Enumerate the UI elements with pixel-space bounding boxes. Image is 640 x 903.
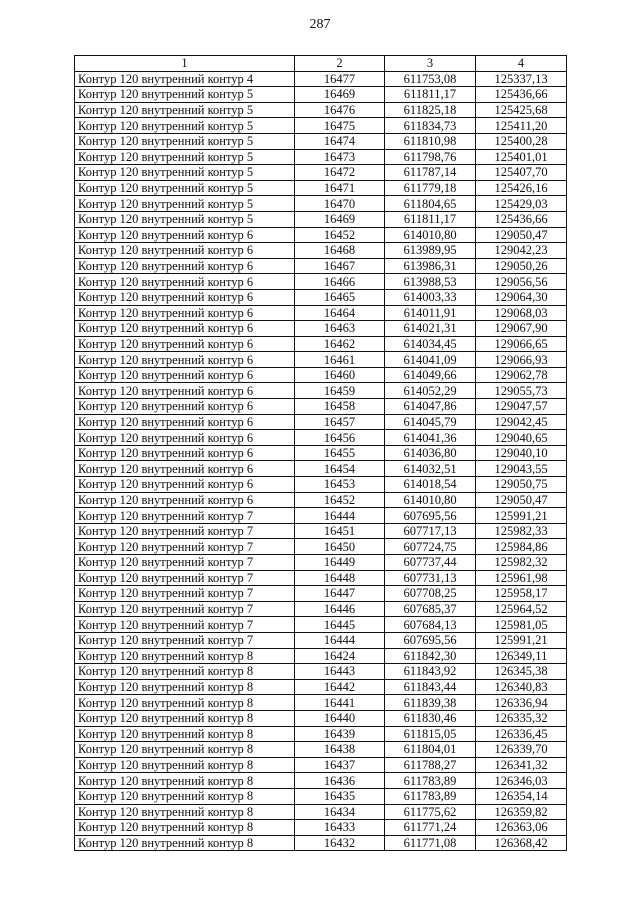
contour-name-cell: Контур 120 внутренний контур 6 xyxy=(75,305,295,321)
contour-name-cell: Контур 120 внутренний контур 6 xyxy=(75,383,295,399)
point-number-cell: 16433 xyxy=(295,820,385,836)
contour-name-cell: Контур 120 внутренний контур 5 xyxy=(75,165,295,181)
contour-name-cell: Контур 120 внутренний контур 7 xyxy=(75,617,295,633)
table-row xyxy=(75,570,567,586)
point-number-cell: 16434 xyxy=(295,804,385,820)
x-coordinate-cell: 611798,76 xyxy=(385,149,476,165)
x-coordinate-cell: 614034,45 xyxy=(385,336,476,352)
table-row xyxy=(75,617,567,633)
contour-name-cell: Контур 120 внутренний контур 5 xyxy=(75,149,295,165)
x-coordinate-cell: 607684,13 xyxy=(385,617,476,633)
contour-name-cell: Контур 120 внутренний контур 8 xyxy=(75,835,295,851)
y-coordinate-cell: 126339,70 xyxy=(476,742,567,758)
y-coordinate-cell: 125991,21 xyxy=(476,508,567,524)
table-body xyxy=(75,71,567,851)
x-coordinate-cell: 611825,18 xyxy=(385,102,476,118)
point-number-cell: 16455 xyxy=(295,445,385,461)
x-coordinate-cell: 614011,91 xyxy=(385,305,476,321)
x-coordinate-cell: 611779,18 xyxy=(385,180,476,196)
table-row xyxy=(75,742,567,758)
point-number-cell: 16432 xyxy=(295,835,385,851)
column-header-1: 1 xyxy=(75,56,295,72)
contour-name-cell: Контур 120 внутренний контур 8 xyxy=(75,648,295,664)
point-number-cell: 16460 xyxy=(295,367,385,383)
contour-name-cell: Контур 120 внутренний контур 5 xyxy=(75,196,295,212)
page-number: 287 xyxy=(309,17,331,32)
point-number-cell: 16441 xyxy=(295,695,385,711)
y-coordinate-cell: 126341,32 xyxy=(476,757,567,773)
y-coordinate-cell: 129042,45 xyxy=(476,414,567,430)
x-coordinate-cell: 611783,89 xyxy=(385,788,476,804)
contour-name-cell: Контур 120 внутренний контур 8 xyxy=(75,804,295,820)
x-coordinate-cell: 614041,09 xyxy=(385,352,476,368)
point-number-cell: 16452 xyxy=(295,227,385,243)
table-row xyxy=(75,726,567,742)
contour-name-cell: Контур 120 внутренний контур 8 xyxy=(75,726,295,742)
table-row xyxy=(75,305,567,321)
contour-name-cell: Контур 120 внутренний контур 5 xyxy=(75,133,295,149)
x-coordinate-cell: 611810,98 xyxy=(385,133,476,149)
contour-name-cell: Контур 120 внутренний контур 6 xyxy=(75,445,295,461)
table-row xyxy=(75,477,567,493)
y-coordinate-cell: 129067,90 xyxy=(476,321,567,337)
y-coordinate-cell: 126349,11 xyxy=(476,648,567,664)
y-coordinate-cell: 129056,56 xyxy=(476,274,567,290)
contour-name-cell: Контур 120 внутренний контур 6 xyxy=(75,399,295,415)
y-coordinate-cell: 129068,03 xyxy=(476,305,567,321)
contour-name-cell: Контур 120 внутренний контур 5 xyxy=(75,102,295,118)
x-coordinate-cell: 611811,17 xyxy=(385,211,476,227)
x-coordinate-cell: 614032,51 xyxy=(385,461,476,477)
table-row xyxy=(75,367,567,383)
point-number-cell: 16459 xyxy=(295,383,385,399)
y-coordinate-cell: 126368,42 xyxy=(476,835,567,851)
contour-name-cell: Контур 120 внутренний контур 7 xyxy=(75,601,295,617)
table-row xyxy=(75,321,567,337)
point-number-cell: 16470 xyxy=(295,196,385,212)
y-coordinate-cell: 129064,30 xyxy=(476,289,567,305)
x-coordinate-cell: 611788,27 xyxy=(385,757,476,773)
y-coordinate-cell: 129040,65 xyxy=(476,430,567,446)
point-number-cell: 16464 xyxy=(295,305,385,321)
y-coordinate-cell: 125981,05 xyxy=(476,617,567,633)
x-coordinate-cell: 614010,80 xyxy=(385,492,476,508)
x-coordinate-cell: 613986,31 xyxy=(385,258,476,274)
y-coordinate-cell: 129047,57 xyxy=(476,399,567,415)
column-header-4: 4 xyxy=(476,56,567,72)
contour-name-cell: Контур 120 внутренний контур 6 xyxy=(75,243,295,259)
y-coordinate-cell: 129050,47 xyxy=(476,492,567,508)
x-coordinate-cell: 614052,29 xyxy=(385,383,476,399)
point-number-cell: 16443 xyxy=(295,664,385,680)
header-row xyxy=(75,56,567,72)
point-number-cell: 16450 xyxy=(295,539,385,555)
table-row xyxy=(75,289,567,305)
point-number-cell: 16463 xyxy=(295,321,385,337)
point-number-cell: 16477 xyxy=(295,71,385,87)
y-coordinate-cell: 125958,17 xyxy=(476,586,567,602)
contour-name-cell: Контур 120 внутренний контур 8 xyxy=(75,773,295,789)
contour-name-cell: Контур 120 внутренний контур 8 xyxy=(75,757,295,773)
x-coordinate-cell: 607708,25 xyxy=(385,586,476,602)
y-coordinate-cell: 126336,45 xyxy=(476,726,567,742)
point-number-cell: 16475 xyxy=(295,118,385,134)
table-row xyxy=(75,399,567,415)
point-number-cell: 16448 xyxy=(295,570,385,586)
table-row xyxy=(75,835,567,851)
table-row xyxy=(75,102,567,118)
x-coordinate-cell: 611787,14 xyxy=(385,165,476,181)
y-coordinate-cell: 126336,94 xyxy=(476,695,567,711)
point-number-cell: 16469 xyxy=(295,211,385,227)
point-number-cell: 16447 xyxy=(295,586,385,602)
x-coordinate-cell: 614018,54 xyxy=(385,477,476,493)
table-row xyxy=(75,149,567,165)
x-coordinate-cell: 611753,08 xyxy=(385,71,476,87)
contour-name-cell: Контур 120 внутренний контур 6 xyxy=(75,492,295,508)
x-coordinate-cell: 614047,86 xyxy=(385,399,476,415)
point-number-cell: 16471 xyxy=(295,180,385,196)
point-number-cell: 16435 xyxy=(295,788,385,804)
x-coordinate-cell: 611771,24 xyxy=(385,820,476,836)
contour-name-cell: Контур 120 внутренний контур 8 xyxy=(75,679,295,695)
point-number-cell: 16468 xyxy=(295,243,385,259)
table-row xyxy=(75,710,567,726)
table-row xyxy=(75,508,567,524)
x-coordinate-cell: 613988,53 xyxy=(385,274,476,290)
y-coordinate-cell: 129050,26 xyxy=(476,258,567,274)
table-row xyxy=(75,804,567,820)
point-number-cell: 16439 xyxy=(295,726,385,742)
contour-name-cell: Контур 120 внутренний контур 6 xyxy=(75,352,295,368)
table-row xyxy=(75,430,567,446)
x-coordinate-cell: 607731,13 xyxy=(385,570,476,586)
y-coordinate-cell: 125964,52 xyxy=(476,601,567,617)
x-coordinate-cell: 611839,38 xyxy=(385,695,476,711)
y-coordinate-cell: 129043,55 xyxy=(476,461,567,477)
point-number-cell: 16446 xyxy=(295,601,385,617)
y-coordinate-cell: 129066,93 xyxy=(476,352,567,368)
x-coordinate-cell: 611804,65 xyxy=(385,196,476,212)
point-number-cell: 16461 xyxy=(295,352,385,368)
x-coordinate-cell: 611842,30 xyxy=(385,648,476,664)
table-row xyxy=(75,165,567,181)
x-coordinate-cell: 611843,44 xyxy=(385,679,476,695)
table-row xyxy=(75,664,567,680)
point-number-cell: 16444 xyxy=(295,508,385,524)
contour-name-cell: Контур 120 внутренний контур 6 xyxy=(75,477,295,493)
table-row xyxy=(75,211,567,227)
point-number-cell: 16462 xyxy=(295,336,385,352)
table-row xyxy=(75,695,567,711)
point-number-cell: 16438 xyxy=(295,742,385,758)
point-number-cell: 16452 xyxy=(295,492,385,508)
coordinates-table xyxy=(74,55,567,851)
contour-name-cell: Контур 120 внутренний контур 6 xyxy=(75,274,295,290)
y-coordinate-cell: 129042,23 xyxy=(476,243,567,259)
y-coordinate-cell: 126340,83 xyxy=(476,679,567,695)
contour-name-cell: Контур 120 внутренний контур 8 xyxy=(75,742,295,758)
x-coordinate-cell: 614021,31 xyxy=(385,321,476,337)
table-row xyxy=(75,757,567,773)
point-number-cell: 16473 xyxy=(295,149,385,165)
table-row xyxy=(75,461,567,477)
y-coordinate-cell: 125984,86 xyxy=(476,539,567,555)
table-row xyxy=(75,274,567,290)
point-number-cell: 16444 xyxy=(295,632,385,648)
y-coordinate-cell: 129040,10 xyxy=(476,445,567,461)
contour-name-cell: Контур 120 внутренний контур 8 xyxy=(75,788,295,804)
contour-name-cell: Контур 120 внутренний контур 6 xyxy=(75,367,295,383)
contour-name-cell: Контур 120 внутренний контур 5 xyxy=(75,211,295,227)
table-row xyxy=(75,414,567,430)
x-coordinate-cell: 614003,33 xyxy=(385,289,476,305)
point-number-cell: 16467 xyxy=(295,258,385,274)
contour-name-cell: Контур 120 внутренний контур 6 xyxy=(75,414,295,430)
y-coordinate-cell: 125411,20 xyxy=(476,118,567,134)
contour-name-cell: Контур 120 внутренний контур 5 xyxy=(75,118,295,134)
table-row xyxy=(75,133,567,149)
contour-name-cell: Контур 120 внутренний контур 7 xyxy=(75,523,295,539)
table-row xyxy=(75,258,567,274)
table-row xyxy=(75,87,567,103)
point-number-cell: 16472 xyxy=(295,165,385,181)
contour-name-cell: Контур 120 внутренний контур 5 xyxy=(75,87,295,103)
table-row xyxy=(75,336,567,352)
x-coordinate-cell: 613989,95 xyxy=(385,243,476,259)
table-header xyxy=(75,56,567,72)
table-row xyxy=(75,648,567,664)
point-number-cell: 16476 xyxy=(295,102,385,118)
point-number-cell: 16458 xyxy=(295,399,385,415)
x-coordinate-cell: 611811,17 xyxy=(385,87,476,103)
column-header-3: 3 xyxy=(385,56,476,72)
contour-name-cell: Контур 120 внутренний контур 5 xyxy=(75,180,295,196)
y-coordinate-cell: 126363,06 xyxy=(476,820,567,836)
table-row xyxy=(75,539,567,555)
point-number-cell: 16466 xyxy=(295,274,385,290)
contour-name-cell: Контур 120 внутренний контур 6 xyxy=(75,258,295,274)
contour-name-cell: Контур 120 внутренний контур 7 xyxy=(75,539,295,555)
contour-name-cell: Контур 120 внутренний контур 7 xyxy=(75,508,295,524)
column-header-2: 2 xyxy=(295,56,385,72)
point-number-cell: 16469 xyxy=(295,87,385,103)
contour-name-cell: Контур 120 внутренний контур 4 xyxy=(75,71,295,87)
y-coordinate-cell: 125337,13 xyxy=(476,71,567,87)
point-number-cell: 16442 xyxy=(295,679,385,695)
table-row xyxy=(75,555,567,571)
table-row xyxy=(75,586,567,602)
y-coordinate-cell: 125436,66 xyxy=(476,211,567,227)
table-row xyxy=(75,180,567,196)
table-row xyxy=(75,632,567,648)
point-number-cell: 16451 xyxy=(295,523,385,539)
x-coordinate-cell: 611834,73 xyxy=(385,118,476,134)
x-coordinate-cell: 614045,79 xyxy=(385,414,476,430)
x-coordinate-cell: 614049,66 xyxy=(385,367,476,383)
table-row xyxy=(75,773,567,789)
y-coordinate-cell: 125407,70 xyxy=(476,165,567,181)
table-row xyxy=(75,243,567,259)
contour-name-cell: Контур 120 внутренний контур 7 xyxy=(75,632,295,648)
table-row xyxy=(75,601,567,617)
x-coordinate-cell: 614010,80 xyxy=(385,227,476,243)
y-coordinate-cell: 126354,14 xyxy=(476,788,567,804)
point-number-cell: 16437 xyxy=(295,757,385,773)
contour-name-cell: Контур 120 внутренний контур 6 xyxy=(75,227,295,243)
table-row xyxy=(75,523,567,539)
table-row xyxy=(75,196,567,212)
contour-name-cell: Контур 120 внутренний контур 6 xyxy=(75,430,295,446)
contour-name-cell: Контур 120 внутренний контур 6 xyxy=(75,321,295,337)
point-number-cell: 16454 xyxy=(295,461,385,477)
x-coordinate-cell: 611830,46 xyxy=(385,710,476,726)
y-coordinate-cell: 125982,32 xyxy=(476,555,567,571)
y-coordinate-cell: 129050,75 xyxy=(476,477,567,493)
point-number-cell: 16424 xyxy=(295,648,385,664)
x-coordinate-cell: 607717,13 xyxy=(385,523,476,539)
contour-name-cell: Контур 120 внутренний контур 8 xyxy=(75,664,295,680)
x-coordinate-cell: 607695,56 xyxy=(385,632,476,648)
y-coordinate-cell: 125400,28 xyxy=(476,133,567,149)
x-coordinate-cell: 607724,75 xyxy=(385,539,476,555)
point-number-cell: 16445 xyxy=(295,617,385,633)
x-coordinate-cell: 614041,36 xyxy=(385,430,476,446)
table-row xyxy=(75,445,567,461)
point-number-cell: 16449 xyxy=(295,555,385,571)
x-coordinate-cell: 611783,89 xyxy=(385,773,476,789)
contour-name-cell: Контур 120 внутренний контур 8 xyxy=(75,820,295,836)
contour-name-cell: Контур 120 внутренний контур 7 xyxy=(75,586,295,602)
y-coordinate-cell: 125961,98 xyxy=(476,570,567,586)
contour-name-cell: Контур 120 внутренний контур 8 xyxy=(75,710,295,726)
contour-name-cell: Контур 120 внутренний контур 6 xyxy=(75,336,295,352)
point-number-cell: 16465 xyxy=(295,289,385,305)
y-coordinate-cell: 125426,16 xyxy=(476,180,567,196)
y-coordinate-cell: 126346,03 xyxy=(476,773,567,789)
contour-name-cell: Контур 120 внутренний контур 7 xyxy=(75,570,295,586)
y-coordinate-cell: 126335,32 xyxy=(476,710,567,726)
point-number-cell: 16456 xyxy=(295,430,385,446)
x-coordinate-cell: 607685,37 xyxy=(385,601,476,617)
y-coordinate-cell: 129050,47 xyxy=(476,227,567,243)
y-coordinate-cell: 129055,73 xyxy=(476,383,567,399)
contour-name-cell: Контур 120 внутренний контур 6 xyxy=(75,461,295,477)
table-row xyxy=(75,71,567,87)
y-coordinate-cell: 129062,78 xyxy=(476,367,567,383)
x-coordinate-cell: 611804,01 xyxy=(385,742,476,758)
x-coordinate-cell: 607737,44 xyxy=(385,555,476,571)
y-coordinate-cell: 126359,82 xyxy=(476,804,567,820)
y-coordinate-cell: 125436,66 xyxy=(476,87,567,103)
table-row xyxy=(75,383,567,399)
contour-name-cell: Контур 120 внутренний контур 8 xyxy=(75,695,295,711)
contour-name-cell: Контур 120 внутренний контур 7 xyxy=(75,555,295,571)
point-number-cell: 16474 xyxy=(295,133,385,149)
x-coordinate-cell: 611843,92 xyxy=(385,664,476,680)
x-coordinate-cell: 611815,05 xyxy=(385,726,476,742)
x-coordinate-cell: 611775,62 xyxy=(385,804,476,820)
x-coordinate-cell: 614036,80 xyxy=(385,445,476,461)
x-coordinate-cell: 607695,56 xyxy=(385,508,476,524)
x-coordinate-cell: 611771,08 xyxy=(385,835,476,851)
table-row xyxy=(75,227,567,243)
y-coordinate-cell: 125982,33 xyxy=(476,523,567,539)
y-coordinate-cell: 125429,03 xyxy=(476,196,567,212)
point-number-cell: 16440 xyxy=(295,710,385,726)
y-coordinate-cell: 125401,01 xyxy=(476,149,567,165)
contour-name-cell: Контур 120 внутренний контур 6 xyxy=(75,289,295,305)
table-row xyxy=(75,679,567,695)
table-row xyxy=(75,492,567,508)
point-number-cell: 16457 xyxy=(295,414,385,430)
point-number-cell: 16436 xyxy=(295,773,385,789)
point-number-cell: 16453 xyxy=(295,477,385,493)
y-coordinate-cell: 129066,65 xyxy=(476,336,567,352)
y-coordinate-cell: 126345,38 xyxy=(476,664,567,680)
table-row xyxy=(75,118,567,134)
table-row xyxy=(75,788,567,804)
table-row xyxy=(75,352,567,368)
y-coordinate-cell: 125425,68 xyxy=(476,102,567,118)
y-coordinate-cell: 125991,21 xyxy=(476,632,567,648)
table-row xyxy=(75,820,567,836)
